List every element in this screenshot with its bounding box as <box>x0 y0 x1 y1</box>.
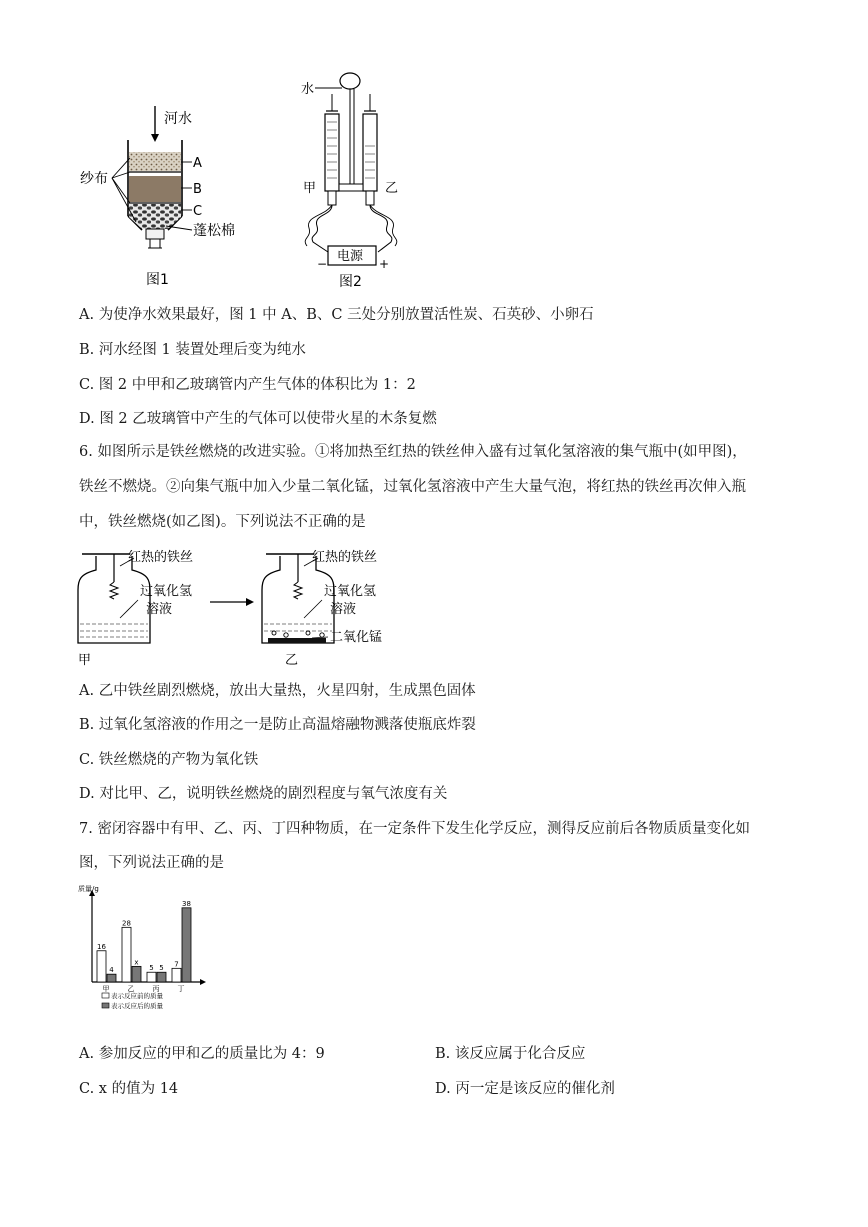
x-axis-arrow <box>200 979 206 985</box>
q7-stem-line-2: 图，下列说法正确的是 <box>79 855 224 871</box>
layer-a <box>129 152 181 171</box>
cloth-label: 纱布 <box>80 171 108 187</box>
right-iron-wire-label: 红热的铁丝 <box>312 550 378 565</box>
y-axis-label: 质量/g <box>78 885 99 893</box>
bar-after-2 <box>157 972 166 982</box>
q6-stem-line-2: 铁丝不燃烧。②向集气瓶中加入少量二氧化锰，过氧化氢溶液中产生大量气泡，将红热的铁丝再次伸入瓶 <box>79 479 746 495</box>
mass-bar-chart <box>76 880 216 1020</box>
q5-option-a: A. 为使净水效果最好，图 1 中 A、B、C 三处分别放置活性炭、石英砂、小卵石 <box>79 307 594 323</box>
bar-after-1 <box>132 966 141 982</box>
q6-option-d: D. 对比甲、乙，说明铁丝燃烧的剧烈程度与氧气浓度有关 <box>79 786 448 802</box>
legend-swatch-1 <box>102 1003 109 1008</box>
figure-2-electrolysis <box>295 66 445 291</box>
x-tick-0: 甲 <box>102 985 110 993</box>
bar-label-before-0: 16 <box>97 942 106 951</box>
layer-c <box>129 204 181 217</box>
right-caption: 乙 <box>285 653 299 668</box>
bar-label-after-2: 5 <box>159 964 164 973</box>
x-tick-3: 丁 <box>177 985 185 993</box>
bar-label-before-2: 5 <box>149 964 154 973</box>
right-tube-label: 乙 <box>385 181 399 196</box>
legend-swatch-0 <box>102 993 109 998</box>
bar-label-after-0: 4 <box>109 966 114 975</box>
q6-option-c: C. 铁丝燃烧的产物为氧化铁 <box>79 752 259 768</box>
water-label: 水 <box>301 82 315 97</box>
q6-option-b: B. 过氧化氢溶液的作用之一是防止高温熔融物溅落使瓶底炸裂 <box>79 717 476 733</box>
x-tick-2: 丙 <box>152 985 160 993</box>
cotton-label: 蓬松棉 <box>193 223 235 239</box>
q5-option-d: D. 图 2 乙玻璃管中产生的气体可以使带火星的木条复燃 <box>79 411 437 427</box>
figure-2-caption: 图2 <box>339 274 362 290</box>
label-a: A <box>193 156 202 171</box>
q6-stem-line-1: 6. 如图所示是铁丝燃烧的改进实验。①将加热至红热的铁丝伸入盛有过氧化氢溶液的集气瓶中(如甲图)， <box>79 444 747 460</box>
q6-option-a: A. 乙中铁丝剧烈燃烧，放出大量热，火星四射，生成黑色固体 <box>79 683 476 699</box>
right-peroxide-label-1: 过氧化氢 <box>324 584 377 599</box>
layer-b <box>129 176 181 202</box>
bar-label-after-1: x <box>134 958 139 967</box>
inlet-label: 河水 <box>164 111 192 127</box>
bar-after-3 <box>182 908 191 982</box>
bar-label-before-1: 28 <box>122 919 131 928</box>
q7-option-a: A. 参加反应的甲和乙的质量比为 4：9 <box>79 1046 325 1062</box>
left-caption: 甲 <box>78 653 92 668</box>
bar-after-0 <box>107 974 116 982</box>
mno2-label: 二氧化锰 <box>330 630 383 645</box>
q7-option-b: B. 该反应属于化合反应 <box>435 1046 586 1062</box>
bar-label-after-3: 38 <box>182 899 191 908</box>
left-peroxide-label-2: 溶液 <box>146 602 173 617</box>
plus-sign: + <box>379 257 390 271</box>
q6-stem-line-3: 中，铁丝燃烧(如乙图)。下列说法不正确的是 <box>79 514 366 530</box>
label-c: C <box>193 204 203 219</box>
right-peroxide-label-2: 溶液 <box>330 602 357 617</box>
label-b: B <box>193 182 202 197</box>
q7-stem-line-1: 7. 密闭容器中有甲、乙、丙、丁四种物质，在一定条件下发生化学反应，测得反应前后各物质质量变化如 <box>79 821 750 837</box>
left-tube-label: 甲 <box>303 181 317 196</box>
q5-option-b: B. 河水经图 1 装置处理后变为纯水 <box>79 342 306 358</box>
left-peroxide-label-1: 过氧化氢 <box>140 584 193 599</box>
legend-label-0: 表示反应前的质量 <box>111 992 163 1000</box>
legend-label-1: 表示反应后的质量 <box>111 1002 163 1010</box>
q7-option-c: C. x 的值为 14 <box>79 1081 179 1097</box>
x-tick-1: 乙 <box>127 985 135 993</box>
minus-sign: − <box>317 257 328 271</box>
figure-1-caption: 图1 <box>146 272 169 288</box>
q5-option-c: C. 图 2 中甲和乙玻璃管内产生气体的体积比为 1：2 <box>79 377 416 393</box>
bar-label-before-3: 7 <box>174 960 179 969</box>
power-label: 电源 <box>337 249 364 264</box>
bar-before-1 <box>122 927 131 982</box>
bar-before-2 <box>147 972 156 982</box>
q7-option-d: D. 丙一定是该反应的催化剂 <box>435 1081 615 1097</box>
figure-q6-iron-combustion <box>72 540 402 670</box>
figure-1-filter <box>70 98 260 293</box>
bar-before-3 <box>172 968 181 982</box>
bar-before-0 <box>97 951 106 982</box>
left-iron-wire-label: 红热的铁丝 <box>128 550 194 565</box>
